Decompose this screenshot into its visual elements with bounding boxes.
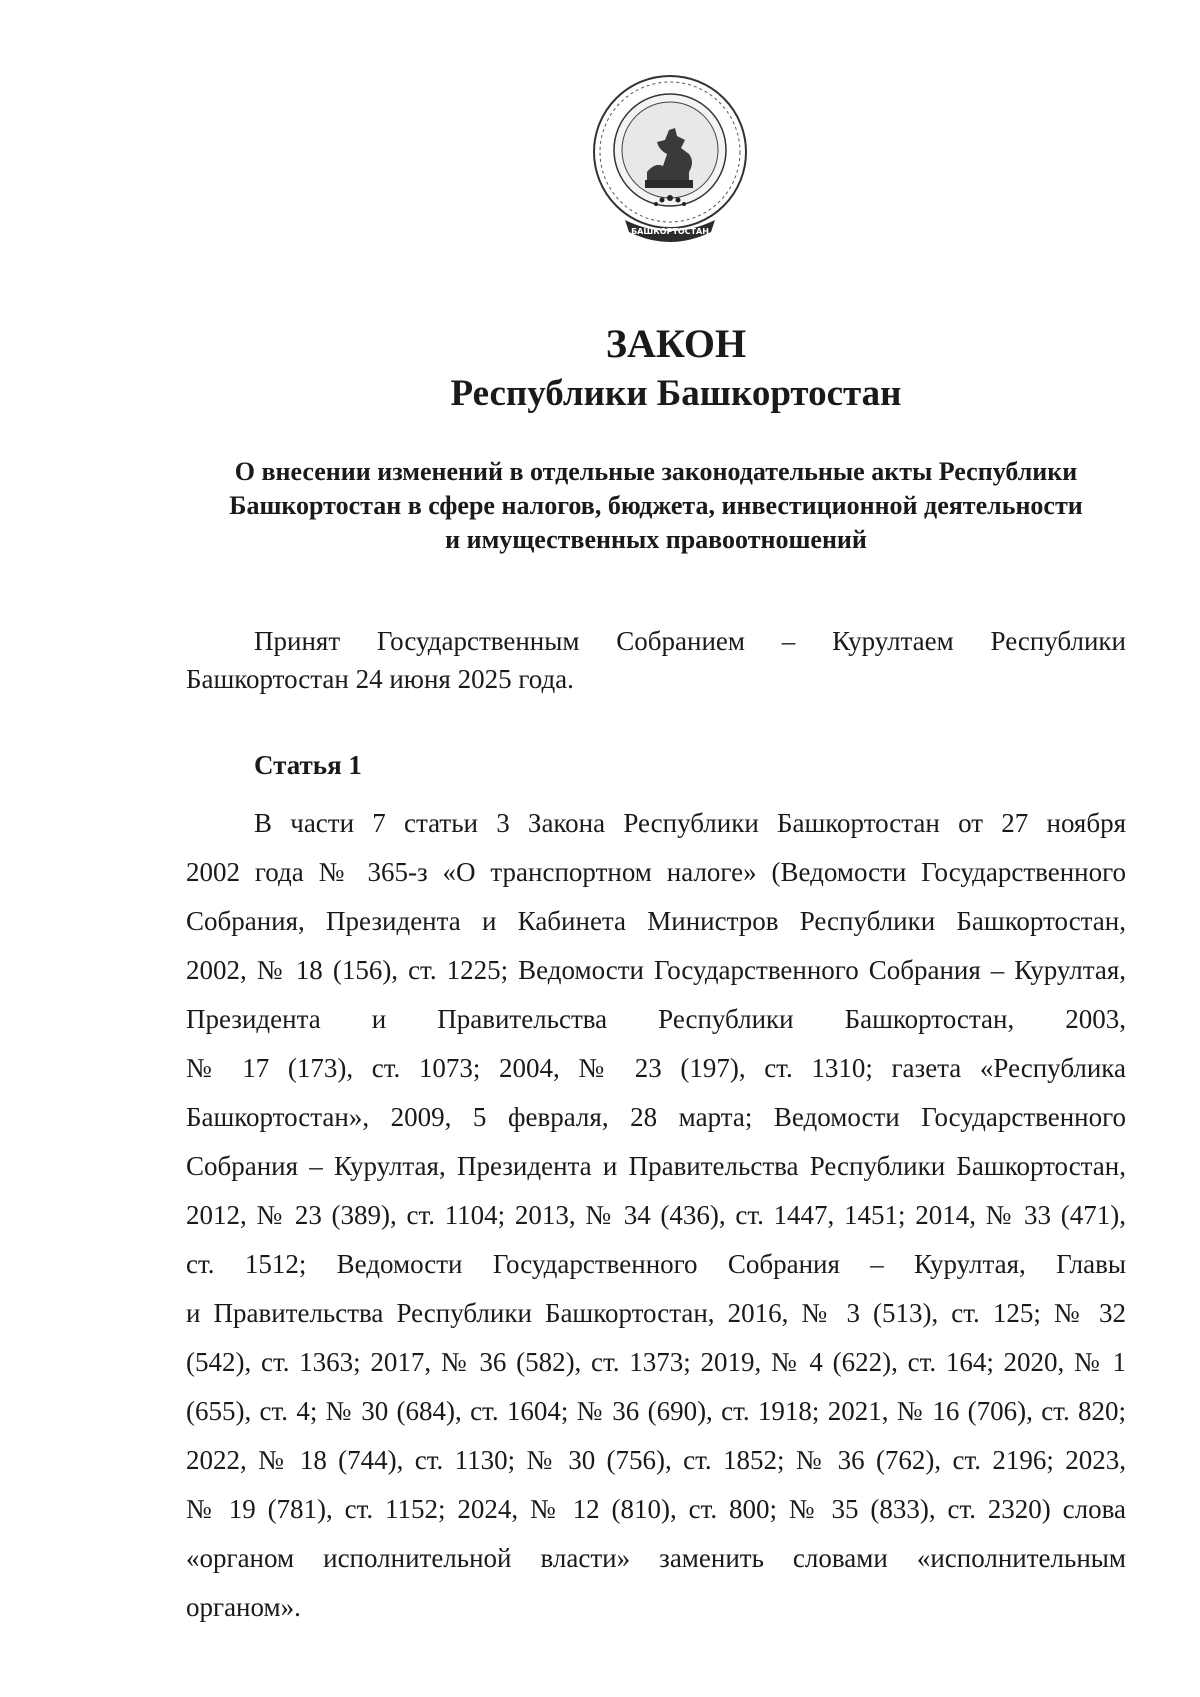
article-body	[186, 799, 1126, 1632]
article-line: Башкортостан», 2009, 5 февраля, 28 марта; Ведомости Государственного	[186, 1102, 1126, 1132]
coat-of-arms-emblem	[585, 70, 755, 250]
article-heading: Статья 1	[254, 750, 362, 780]
article-line: ст. 1512; Ведомости Государственного Собрания – Курултая, Главы	[186, 1249, 1126, 1279]
adoption-line: Принят Государственным Собранием – Курултаем Республики	[254, 626, 1126, 656]
article-line: Собрания – Курултая, Президента и Правительства Республики Башкортостан,	[186, 1151, 1126, 1181]
article-line: В части 7 статьи 3 Закона Республики Башкортостан от 27 ноября	[254, 808, 1126, 838]
article-line: (542), ст. 1363; 2017, № 36 (582), ст. 1373; 2019, № 4 (622), ст. 164; 2020, № 1	[186, 1347, 1126, 1377]
adoption-line: Башкортостан 24 июня 2025 года.	[186, 664, 574, 694]
subject-line: О внесении изменений в отдельные законодательные акты Республики	[234, 457, 1078, 486]
subject-line: и имущественных правоотношений	[445, 525, 867, 554]
article-line: «органом исполнительной власти» заменить словами «исполнительным	[186, 1543, 1126, 1573]
article-line: органом».	[186, 1592, 301, 1622]
article-line: № 19 (781), ст. 1152; 2024, № 12 (810), ст. 800; № 35 (833), ст. 2320) слова	[186, 1494, 1126, 1524]
article-line: 2002, № 18 (156), ст. 1225; Ведомости Государственного Собрания – Курултая,	[186, 955, 1126, 985]
emblem-ribbon-text: БАШКОРТОСТАН	[631, 227, 709, 236]
article-line: Собрания, Президента и Кабинета Министров Республики Башкортостан,	[186, 906, 1126, 936]
subject-line: Башкортостан в сфере налогов, бюджета, инвестиционной деятельности	[229, 491, 1083, 520]
article-line: 2012, № 23 (389), ст. 1104; 2013, № 34 (436), ст. 1447, 1451; 2014, № 33 (471),	[186, 1200, 1126, 1230]
article-line: № 17 (173), ст. 1073; 2004, № 23 (197), ст. 1310; газета «Республика	[186, 1053, 1126, 1083]
document-issuer-title: Республики Башкортостан	[450, 373, 902, 414]
article-line: Президента и Правительства Республики Башкортостан, 2003,	[186, 1004, 1126, 1034]
emblem-graphic	[585, 70, 755, 250]
article-line: 2022, № 18 (744), ст. 1130; № 30 (756), ст. 1852; № 36 (762), ст. 2196; 2023,	[186, 1445, 1126, 1475]
article-line: и Правительства Республики Башкортостан, 2016, № 3 (513), ст. 125; № 32	[186, 1298, 1126, 1328]
document-type-title: ЗАКОН	[605, 321, 747, 366]
law-subject-heading	[186, 455, 1126, 557]
article-line: 2002 года № 365-з «О транспортном налоге» (Ведомости Государственного	[186, 857, 1126, 887]
article-line: (655), ст. 4; № 30 (684), ст. 1604; № 36 (690), ст. 1918; 2021, № 16 (706), ст. 820;	[186, 1396, 1126, 1426]
adoption-statement	[186, 622, 1126, 698]
